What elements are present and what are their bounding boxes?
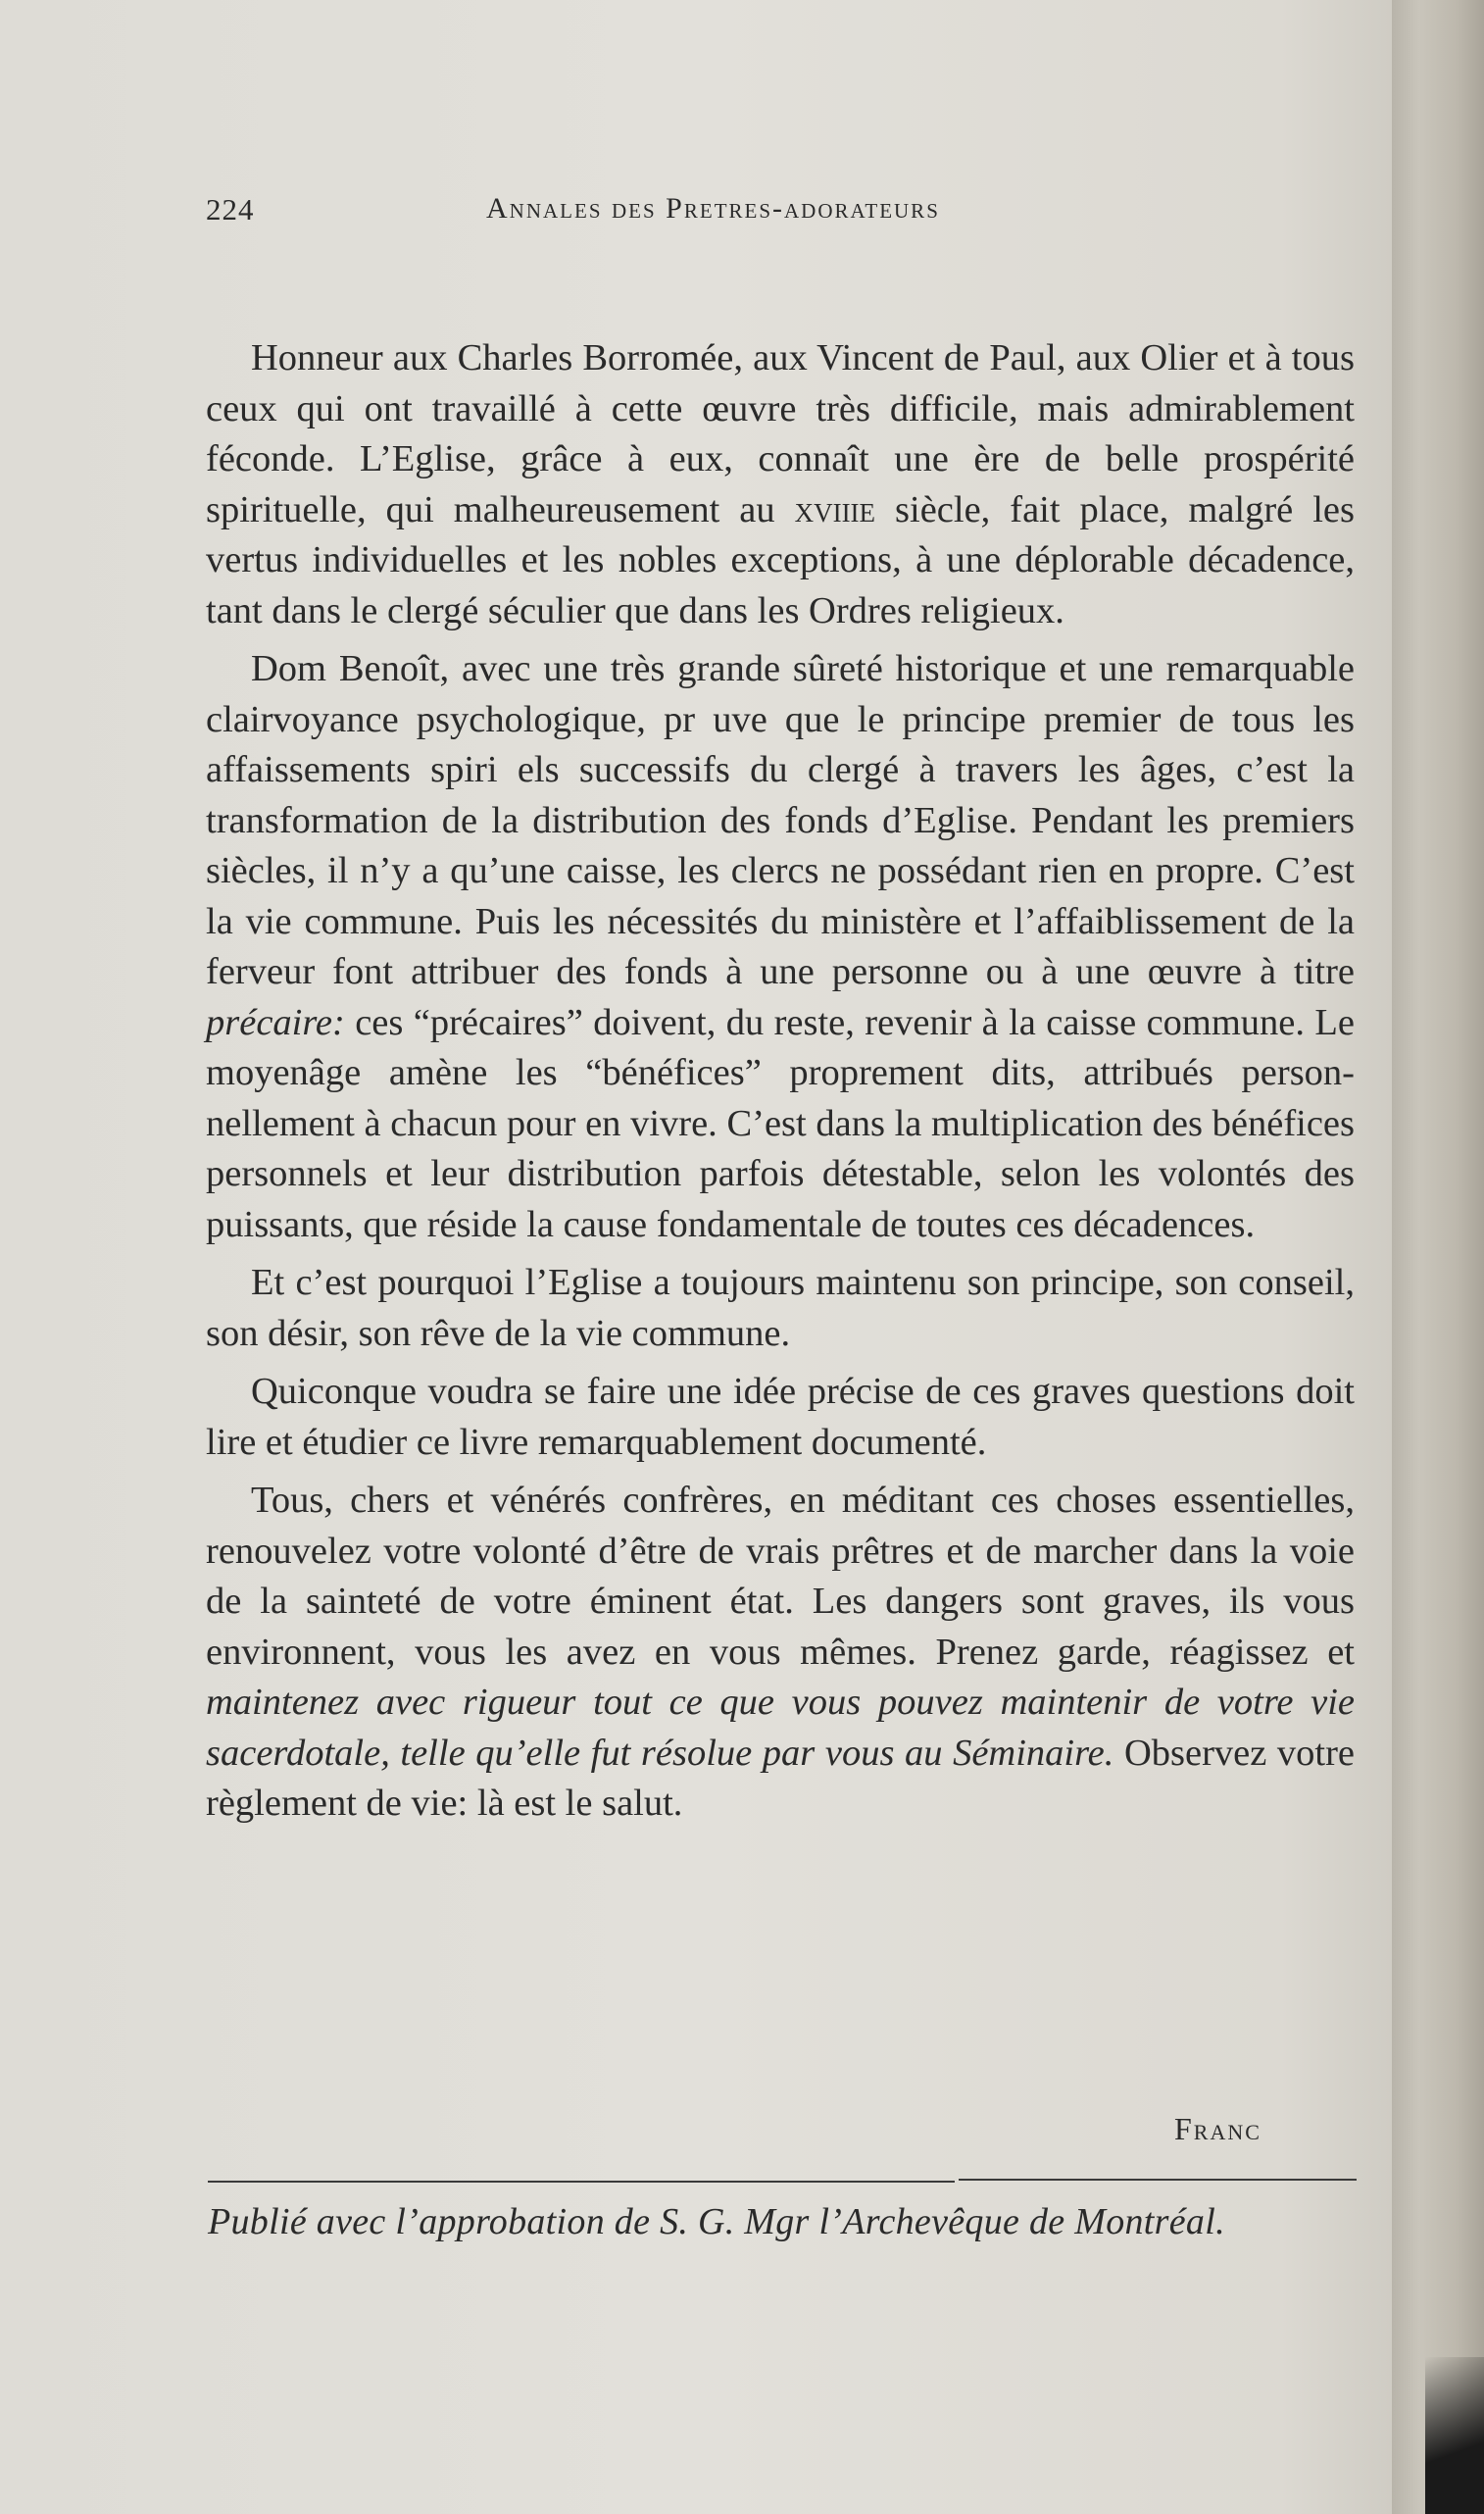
paragraph-2 xyxy=(206,644,1355,1250)
footer-rule xyxy=(959,2179,1357,2181)
paragraph-3 xyxy=(206,1258,1355,1359)
text-run: ces “précaires” doivent, du reste, revenir à la caisse commune. Le moyenâge amène les “bénéfices” proprement dits, attribués personnellement à chacun pour en vivre. C’est dans la multiplication des bénéfices personnels et leur distribution parfois détestable, selon les volontés des puissants, que réside la cause fondamentale de toutes ces décadences. xyxy=(206,1001,1355,1245)
running-title: Annales des Pretres-adorateurs xyxy=(486,192,940,225)
text-run: Honneur aux Charles Borromée, aux Vincent de Paul, aux Olier et à tous ceux qui ont travaillé à cette œuvre très difficile, mais admirablement féconde. L’Eglise, grâce à eux, connaît une ère de belle prospérité spirituelle, qui malheureusement au xyxy=(206,337,1355,530)
italic-term: précaire: xyxy=(206,1001,345,1043)
approbation-note: Publié avec l’approbation de S. G. Mgr l’Archevêque de Montréal. xyxy=(208,2201,1225,2242)
page-edge xyxy=(1392,0,1484,2514)
signature: Franc xyxy=(1174,2111,1261,2146)
body-text xyxy=(206,333,1355,1837)
text-run: Tous, chers et vénérés confrères, en méditant ces choses essentielles, renouvelez votre volonté d’être de vrais prêtres et de marcher dans la voie de la sainteté de votre éminent état. Les dangers sont graves, ils vous environnent, vous les avez en vous mêmes. Prenez garde, réagissez et xyxy=(206,1480,1355,1673)
footer-rule xyxy=(208,2181,955,2183)
paragraph-1 xyxy=(206,333,1355,636)
paragraph-4 xyxy=(206,1367,1355,1468)
paragraph-5 xyxy=(206,1476,1355,1830)
italic-exhortation: maintenez avec rigueur tout ce que vous pouvez maintenir de votre vie sacerdotale, telle qu’elle fut résolue par vous au Séminaire. xyxy=(206,1682,1355,1774)
text-run: siècle, fait place, malgré les vertus individuelles et les nobles exceptions, à une déplorable décadence, tant dans le clergé séculier que dans les Ordres religieux. xyxy=(206,488,1356,631)
running-head xyxy=(206,192,1353,235)
text-run: Dom Benoît, avec une très grande sûreté historique et une remarquable clairvoyance psychologique, pr uve que le principe premier de tous les affaissements spiri els successifs du clergé à travers les âges, c’est la transformation de la distribution des fonds d’Eglise. Pendant les premiers siècles, il n’y a qu’une caisse, les clercs ne possédant rien en propre. C’est la vie commune. Puis les nécessités du ministère et l’affaiblissement de la ferveur font attribuer des fonds à une personne ou à une œuvre à titre xyxy=(206,648,1355,992)
text-run: Et c’est pourquoi l’Eglise a toujours maintenu son principe, son conseil, son désir, son rêve de la vie commune. xyxy=(206,1262,1355,1354)
text-run: Quiconque voudra se faire une idée précise de ces graves questions doit lire et étudier ce livre remarquablement documenté. xyxy=(206,1371,1355,1463)
page-number: 224 xyxy=(206,192,255,226)
text-run: Observez votre règlement de vie: là est le salut. xyxy=(206,1732,1355,1824)
century-numeral: xviiie xyxy=(794,488,876,530)
